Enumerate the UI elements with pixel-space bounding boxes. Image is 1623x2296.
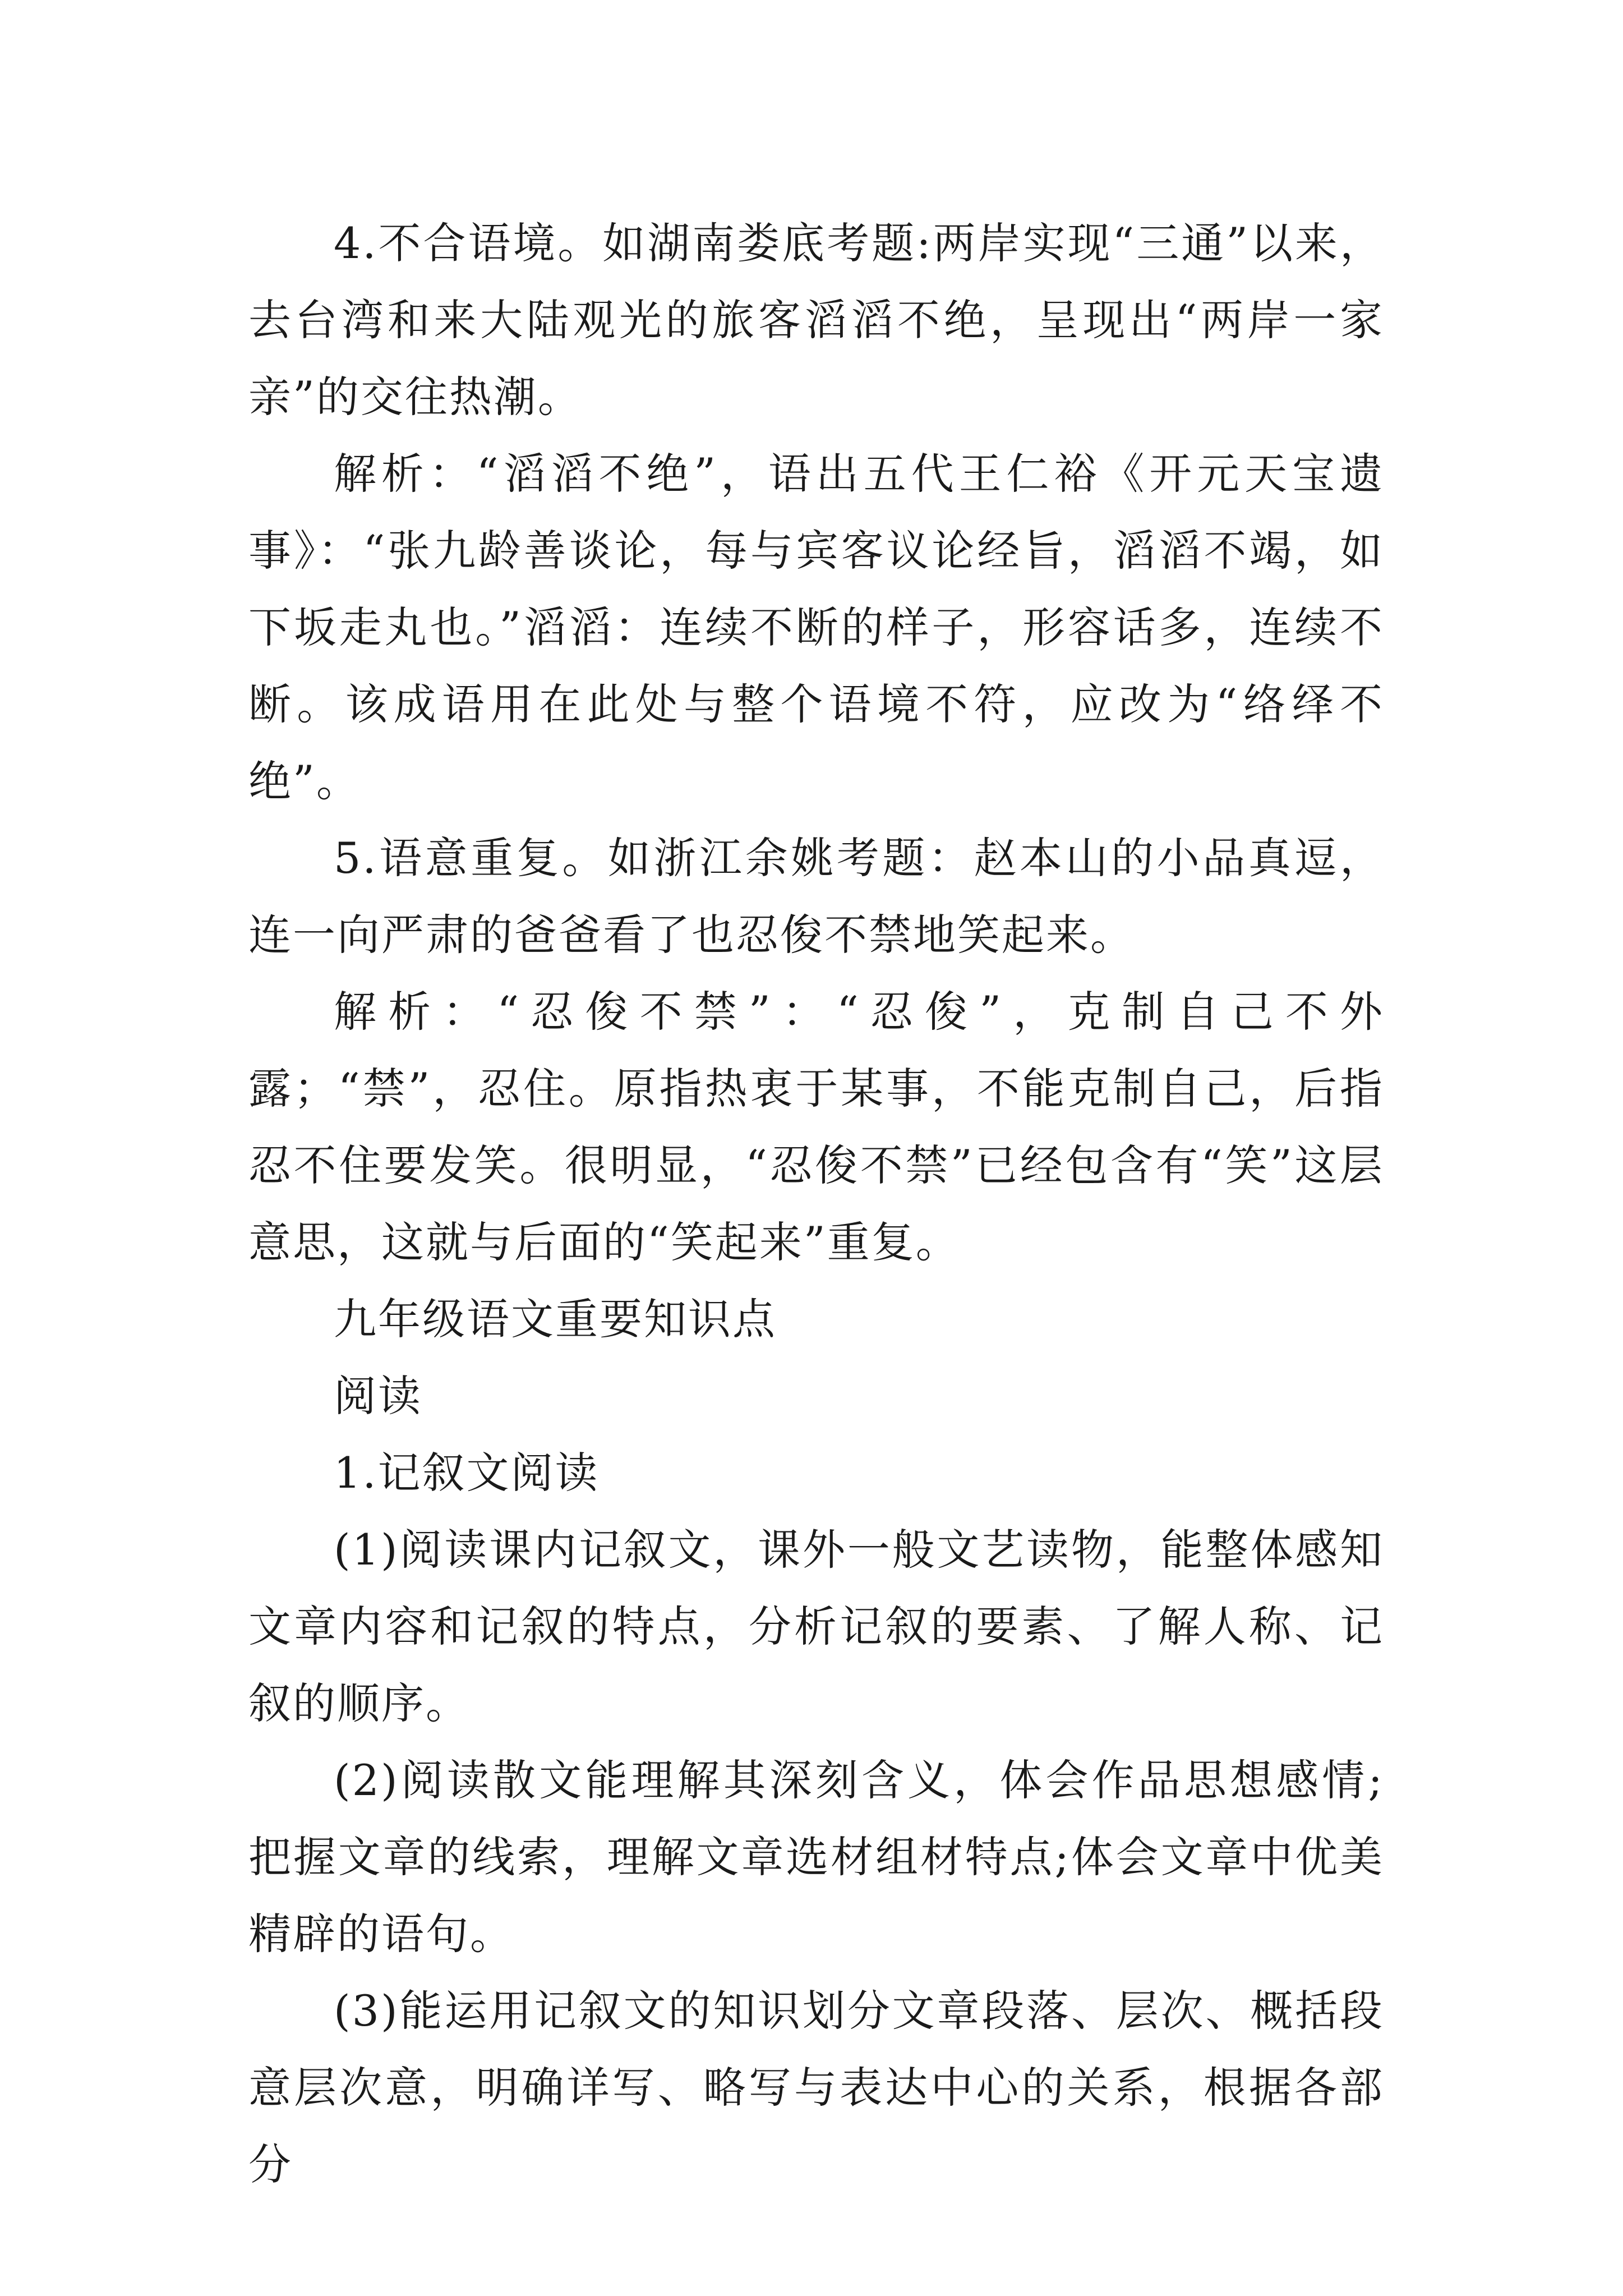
paragraph-repetition-example: 5.语意重复。如浙江余姚考题：赵本山的小品真逗，连一向严肃的爸爸看了也忍俊不禁地笑起来。 <box>248 833 1384 960</box>
section-heading: 九年级语文重要知识点 <box>334 1294 777 1344</box>
paragraph-point-2: (2)阅读散文能理解其深刻含义，体会作品思想感情;把握文章的线索，理解文章选材组材特点;体会文章中优美精辟的语句。 <box>248 1755 1384 1959</box>
subsection-heading-narrative: 1.记叙文阅读 <box>334 1448 600 1498</box>
paragraph-point-3: (3)能运用记叙文的知识划分文章段落、层次、概括段意层次意，明确详写、略写与表达中心的关系，根据各部分 <box>248 1986 1384 2189</box>
paragraph-context-error-example: 4.不合语境。如湖南娄底考题:两岸实现“三通”以来，去台湾和来大陆观光的旅客滔滔不绝，呈现出“两岸一家亲”的交往热潮。 <box>248 218 1384 422</box>
paragraph-repetition-analysis: 解析：“忍俊不禁”：“忍俊”，克制自己不外露；“禁”，忍住。原指热衷于某事，不能克制自己，后指忍不住要发笑。很明显，“忍俊不禁”已经包含有“笑”这层意思，这就与后面的“笑起来”重复。 <box>248 987 1384 1267</box>
subsection-heading-reading: 阅读 <box>334 1371 422 1421</box>
paragraph-context-error-analysis: 解析：“滔滔不绝”，语出五代王仁裕《开元天宝遗事》：“张九龄善谈论，每与宾客议论经旨，滔滔不竭，如下坂走丸也。”滔滔：连续不断的样子，形容话多，连续不断。该成语用在此处与整个语境不符，应改为“络绎不绝”。 <box>248 449 1384 806</box>
paragraph-point-1: (1)阅读课内记叙文，课外一般文艺读物，能整体感知文章内容和记叙的特点，分析记叙的要素、了解人称、记叙的顺序。 <box>248 1525 1384 1728</box>
document-body <box>248 205 1384 2203</box>
